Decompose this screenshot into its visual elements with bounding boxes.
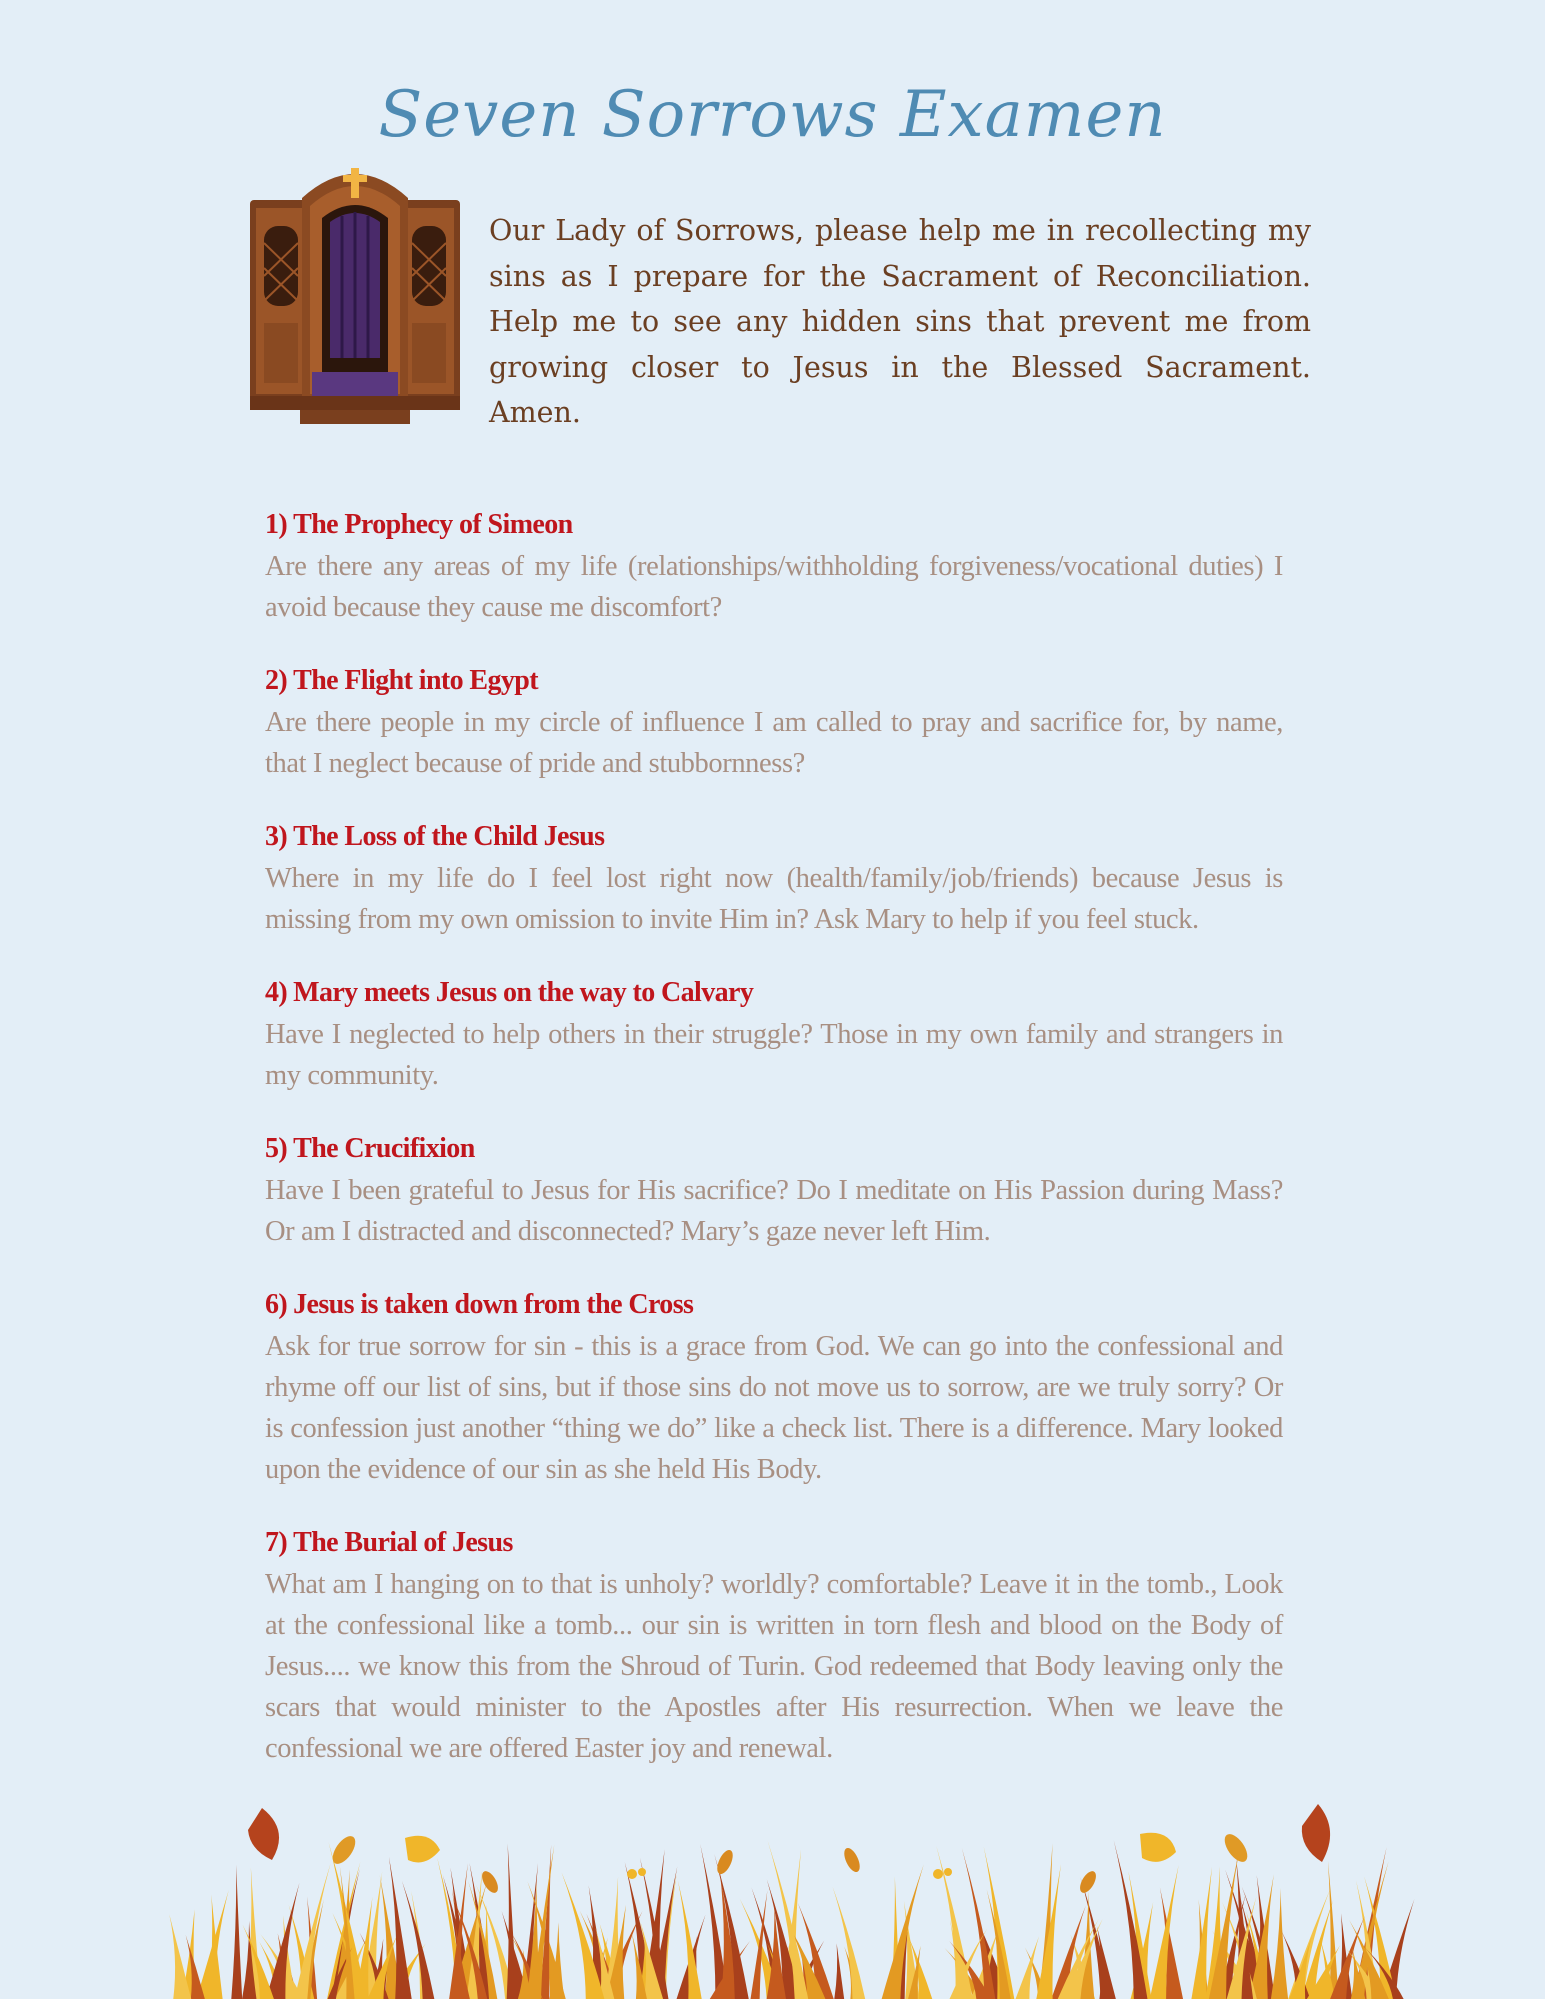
sorrow-question: Have I been grateful to Jesus for His sacrifice? Do I meditate on His Passion during Mass? Or am I distracted and disconnected? Mary’s gaze never left Him. [265, 1175, 1283, 1247]
sorrow-number: 2) [265, 665, 288, 696]
sorrow-title: The Loss of the Child Jesus [293, 821, 605, 852]
sorrows-list [265, 508, 1283, 1805]
sorrow-heading [265, 508, 1283, 542]
sorrow-question: What am I hanging on to that is unholy? worldly? comfortable? Leave it in the tomb., Look at the confessional like a tomb... our sin is written in torn flesh and blood on the Body of Jesus.... we know this from the Shroud of Turin. God redeemed that Body leaving only the scars that would minister to the Apostles after His resurrection. When we leave the confessional we are offered Easter joy and renewal. [265, 1569, 1283, 1764]
opening-prayer: Our Lady of Sorrows, please help me in recollecting my sins as I prepare for the Sacrament of Reconciliation. Help me to see any hidden sins that prevent me from growing closer to Jesus in the Blessed Sacrament. Amen. [489, 214, 1311, 429]
sorrow-title: The Prophecy of Simeon [293, 509, 573, 540]
sorrow-question: Are there people in my circle of influence I am called to pray and sacrifice for, by name, that I neglect because of pride and stubbornness? [265, 707, 1283, 779]
sorrow-title: The Crucifixion [293, 1133, 475, 1164]
sorrow-item [265, 508, 1283, 628]
sorrow-number: 6) [265, 1289, 288, 1320]
sorrow-heading [265, 976, 1283, 1010]
sorrow-title: The Burial of Jesus [293, 1527, 513, 1558]
sorrow-heading [265, 1288, 1283, 1322]
sorrow-question: Are there any areas of my life (relationships/withholding forgiveness/vocational duties) I avoid because they cause me discomfort? [265, 551, 1283, 623]
sorrow-number: 1) [265, 509, 288, 540]
sorrow-question: Have I neglected to help others in their struggle? Those in my own family and strangers in my community. [265, 1019, 1283, 1091]
confessional-booth-icon [250, 158, 460, 428]
sorrow-item [265, 820, 1283, 940]
sorrow-number: 3) [265, 821, 288, 852]
sorrow-title: The Flight into Egypt [293, 665, 539, 696]
sorrow-question: Where in my life do I feel lost right now (health/family/job/friends) because Jesus is missing from my own omission to invite Him in? Ask Mary to help if you feel stuck. [265, 863, 1283, 935]
sorrow-item [265, 1132, 1283, 1252]
sorrow-item [265, 1288, 1283, 1490]
sorrow-item [265, 1526, 1283, 1769]
autumn-grass-and-leaves-decoration [0, 1790, 1545, 1999]
sorrow-question: Ask for true sorrow for sin - this is a grace from God. We can go into the confessional and rhyme off our list of sins, but if those sins do not move us to sorrow, are we truly sorry? Or is confession just another “thing we do” like a check list. There is a difference. Mary looked upon the evidence of our sin as she held His Body. [265, 1331, 1283, 1485]
sorrow-item [265, 664, 1283, 784]
sorrow-number: 5) [265, 1133, 288, 1164]
sorrow-number: 4) [265, 977, 288, 1008]
sorrow-number: 7) [265, 1527, 288, 1558]
sorrow-heading [265, 820, 1283, 854]
page-title: Seven Sorrows Examen [378, 78, 1167, 152]
sorrow-heading [265, 664, 1283, 698]
sorrow-heading [265, 1526, 1283, 1560]
sorrow-heading [265, 1132, 1283, 1166]
sorrow-item [265, 976, 1283, 1096]
sorrow-title: Jesus is taken down from the Cross [293, 1289, 694, 1320]
sorrow-title: Mary meets Jesus on the way to Calvary [293, 977, 754, 1008]
